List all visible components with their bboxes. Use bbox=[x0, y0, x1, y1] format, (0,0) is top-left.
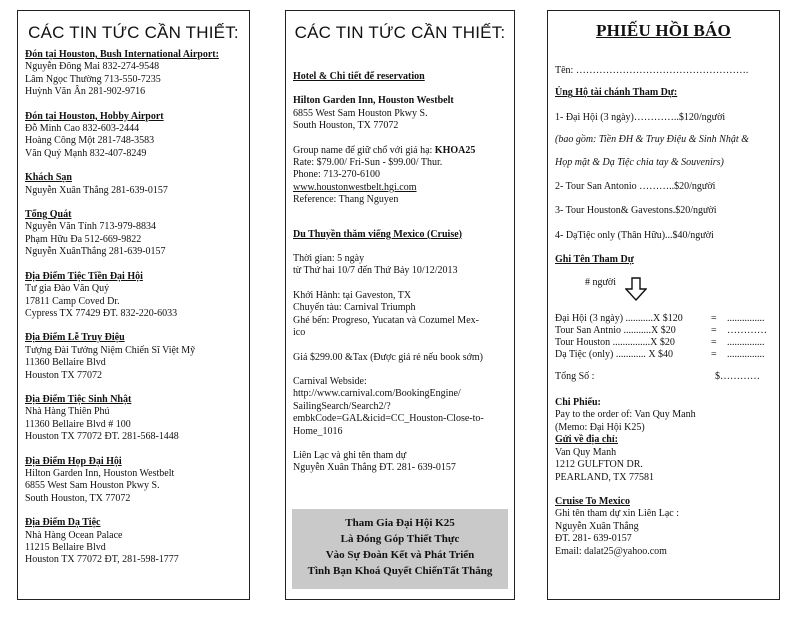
registration-rows bbox=[555, 313, 772, 361]
section-line: Houston TX 77072 ĐT. 281-568-1448 bbox=[25, 431, 179, 443]
contact-section bbox=[25, 517, 242, 567]
section-line: 6855 West Sam Houston Pkwy S. bbox=[25, 480, 160, 492]
section-line: Nhà Hàng Ocean Palace bbox=[25, 529, 123, 541]
depart-line: Khởi Hành: tại Gaveston, TX bbox=[293, 289, 412, 301]
contact-section bbox=[25, 111, 242, 161]
row-amount-field[interactable]: ............... bbox=[727, 313, 765, 325]
contact-section bbox=[25, 271, 242, 321]
slogan-line: Vào Sự Đoàn Kết và Phát Triển bbox=[325, 549, 475, 561]
price-line: Giá $299.00 &Tax (Được giá rẻ nếu book sớm) bbox=[293, 351, 483, 363]
cruise-mexico-heading: Cruise To Mexico bbox=[555, 495, 630, 507]
depart-line: Ghé bến: Progreso, Yucatan và Cozumel Mex- bbox=[293, 314, 479, 326]
total-row bbox=[555, 371, 772, 385]
time-line: Thời gian: 5 ngày bbox=[293, 253, 365, 265]
mail-heading: Gửi về địa chỉ: bbox=[555, 434, 618, 446]
registration-row bbox=[555, 313, 772, 325]
email-link[interactable]: Email: dalat25@yahoo.com bbox=[555, 545, 667, 557]
depart-line: Chuyến tàu: Carnival Triumph bbox=[293, 302, 416, 314]
reference-line: Reference: Thang Nguyen bbox=[293, 194, 399, 206]
row-label: Đại Hội (3 ngày) ...........X $120 bbox=[555, 313, 683, 325]
persons-label: # người bbox=[585, 276, 616, 288]
carnival-url-line[interactable]: embkCode=GAL&icid=CC_Houston-Close-to- bbox=[293, 413, 484, 425]
total-value-field[interactable]: $………… bbox=[715, 371, 760, 383]
section-heading: Địa Điểm Lễ Truy Điệu bbox=[25, 332, 125, 344]
down-arrow-icon bbox=[625, 277, 647, 305]
section-line: Huỳnh Văn Ân 281-902-9716 bbox=[25, 86, 146, 98]
slogan-line: Tham Gia Đại Hội K25 bbox=[345, 517, 455, 529]
slogan-line: Là Đóng Góp Thiết Thực bbox=[340, 533, 460, 545]
row-equals: = bbox=[711, 349, 717, 361]
slogan-line: Tình Bạn Khoá Quyết ChiếnTất Thắng bbox=[307, 565, 493, 577]
support-heading: Ủng Hộ tài chánh Tham Dự: bbox=[555, 87, 678, 99]
section-line: Văn Quý Mạnh 832-407-8249 bbox=[25, 147, 147, 159]
section-line: Houston TX 77072 ĐT, 281-598-1777 bbox=[25, 554, 179, 566]
section-line: Nguyễn Xuân Thắng 281-639-0157 bbox=[25, 184, 168, 196]
right-panel bbox=[547, 10, 780, 600]
fee-item: 3- Tour Houston& Gavestons.$20/người bbox=[555, 205, 717, 217]
rate-line: Rate: $79.00/ Fri-Sun - $99.00/ Thur. bbox=[293, 157, 443, 169]
cruise-heading: Du Thuyền thăm viếng Mexico (Cruise) bbox=[293, 228, 462, 240]
section-line: Tượng Đài Tưởng Niệm Chiến Sĩ Việt Mỹ bbox=[25, 344, 196, 356]
cruise-line: Nguyễn Xuân Thắng bbox=[555, 520, 639, 532]
carnival-label: Carnival Webside: bbox=[293, 375, 367, 387]
check-line: (Memo: Đại Hội K25) bbox=[555, 421, 645, 433]
check-heading: Chi Phiếu: bbox=[555, 397, 601, 409]
hotel-heading: Hotel & Chi tiết để reservation bbox=[293, 71, 425, 82]
row-equals: = bbox=[711, 325, 717, 337]
row-label: Tour San Antnio ...........X $20 bbox=[555, 325, 676, 337]
panel1-body bbox=[18, 49, 249, 567]
mail-line: Van Quy Manh bbox=[555, 446, 617, 458]
section-heading: Địa Điểm Tiệc Tiền Đại Hội bbox=[25, 270, 143, 282]
contact-line: Liên Lạc và ghi tên tham dự bbox=[293, 449, 407, 461]
section-line: 11215 Bellaire Blvd bbox=[25, 542, 106, 553]
row-label: Dạ Tiệc (only) ............ X $40 bbox=[555, 349, 674, 361]
row-amount-field[interactable]: ............... bbox=[727, 337, 765, 349]
registration-row bbox=[555, 337, 772, 349]
panel2-body bbox=[286, 43, 514, 475]
section-line: 17811 Camp Coved Dr. bbox=[25, 295, 120, 307]
group-code-line bbox=[293, 145, 507, 157]
section-heading: Địa Điểm Họp Đại Hội bbox=[25, 455, 122, 467]
section-line: Phạm Hữu Đa 512-669-9822 bbox=[25, 233, 142, 245]
section-heading: Khách Sạn bbox=[25, 172, 72, 184]
hotel-website-link[interactable]: www.houstonwestbelt.hgi.com bbox=[293, 181, 417, 193]
fee-note: Họp mặt & Dạ Tiệc chia tay & Souvenirs) bbox=[555, 156, 724, 168]
section-heading: Địa Điểm Tiệc Sinh Nhật bbox=[25, 393, 132, 405]
carnival-url-line[interactable]: Home_1016 bbox=[293, 425, 343, 437]
fee-item: 2- Tour San Antonio ………..$20/người bbox=[555, 181, 716, 193]
section-heading: Đón tại Houston, Bush International Airport: bbox=[25, 49, 219, 60]
section-line: Tư gia Đào Văn Quý bbox=[25, 283, 110, 295]
mail-line: PEARLAND, TX 77581 bbox=[555, 471, 654, 483]
carnival-url-line[interactable]: http://www.carnival.com/BookingEngine/ bbox=[293, 388, 461, 400]
left-panel bbox=[17, 10, 250, 600]
panel3-body bbox=[548, 41, 779, 558]
section-line: Cypress TX 77429 ĐT. 832-220-6033 bbox=[25, 307, 178, 319]
section-heading: Đón tại Houston, Hobby Airport bbox=[25, 110, 164, 122]
depart-line: ico bbox=[293, 327, 306, 339]
row-amount-field[interactable]: ............... bbox=[727, 349, 765, 361]
hotel-name: Hilton Garden Inn, Houston Westbelt bbox=[293, 95, 454, 107]
panel2-title: CÁC TIN TỨC CẦN THIẾT: bbox=[294, 23, 506, 42]
contact-section bbox=[25, 49, 242, 99]
middle-panel bbox=[285, 10, 515, 600]
section-line: Nguyễn Đông Mai 832-274-9548 bbox=[25, 61, 160, 73]
section-line: Hoàng Công Một 281-748-3583 bbox=[25, 135, 155, 147]
slogan-box bbox=[292, 509, 508, 589]
section-line: Lâm Ngọc Thường 713-550-7235 bbox=[25, 73, 161, 85]
section-heading: Địa Điểm Dạ Tiệc bbox=[25, 517, 101, 529]
time-line: từ Thứ hai 10/7 đến Thứ Bảy 10/12/2013 bbox=[293, 265, 458, 277]
registration-row bbox=[555, 325, 772, 337]
section-line: 11360 Bellaire Blvd # 100 bbox=[25, 418, 131, 430]
fee-item: 4- DạTiệc only (Thân Hữu)...$40/người bbox=[555, 229, 714, 241]
total-label: Tổng Số : bbox=[555, 371, 595, 383]
fee-note: (bao gồm: Tiền ĐH & Truy Điệu & Sinh Nhật & bbox=[555, 134, 749, 146]
row-equals: = bbox=[711, 313, 717, 325]
row-label: Tour Houston ...............X $20 bbox=[555, 337, 675, 349]
section-line: Đỗ Minh Cao 832-603-2444 bbox=[25, 123, 140, 135]
section-line: 11360 Bellaire Blvd bbox=[25, 357, 106, 369]
row-equals: = bbox=[711, 337, 717, 349]
group-prefix: Group name để giữ chổ với giá hạ: bbox=[293, 144, 433, 156]
hotel-line: South Houston, TX 77072 bbox=[293, 120, 399, 132]
contact-section bbox=[25, 394, 242, 444]
group-code: KHOA25 bbox=[434, 144, 476, 156]
register-heading: Ghi Tên Tham Dự bbox=[555, 254, 634, 266]
section-line: Nguyễn XuânThắng 281-639-0157 bbox=[25, 246, 166, 258]
section-line: Hilton Garden Inn, Houston Westbelt bbox=[25, 467, 175, 479]
carnival-url-line[interactable]: SailingSearch/Search2/? bbox=[293, 400, 391, 412]
contact-section bbox=[25, 209, 242, 259]
mail-line: 1212 GULFTON DR. bbox=[555, 459, 643, 471]
cruise-line: ĐT. 281- 639-0157 bbox=[555, 533, 632, 545]
row-amount-field[interactable]: ………… bbox=[727, 325, 767, 337]
hotel-line: 6855 West Sam Houston Pkwy S. bbox=[293, 107, 428, 119]
section-line: Nguyễn Văn Tính 713-979-8834 bbox=[25, 221, 157, 233]
arrow-row bbox=[555, 289, 772, 313]
contact-section bbox=[25, 172, 242, 197]
cruise-line: Ghi tên tham dự xin Liên Lạc : bbox=[555, 508, 679, 520]
fee-item: 1- Đại Hội (3 ngày)…………..$120/người bbox=[555, 111, 726, 123]
contact-section bbox=[25, 332, 242, 382]
section-line: Nhà Hàng Thiên Phú bbox=[25, 406, 110, 418]
panel1-title: CÁC TIN TỨC CẦN THIẾT: bbox=[28, 23, 239, 42]
check-line: Pay to the order of: Van Quy Manh bbox=[555, 409, 696, 421]
contact-line: Nguyễn Xuân Thắng ĐT. 281- 639-0157 bbox=[293, 462, 456, 474]
registration-row bbox=[555, 349, 772, 361]
phone-line: Phone: 713-270-6100 bbox=[293, 169, 380, 181]
response-form-title: PHIẾU HỒI BÁO bbox=[596, 21, 731, 40]
section-line: South Houston, TX 77072 bbox=[25, 492, 131, 504]
section-heading: Tổng Quát bbox=[25, 209, 72, 221]
section-line: Houston TX 77072 bbox=[25, 369, 103, 381]
contact-section bbox=[25, 456, 242, 506]
name-field[interactable]: Tên: ……………………………………………. bbox=[555, 65, 749, 76]
